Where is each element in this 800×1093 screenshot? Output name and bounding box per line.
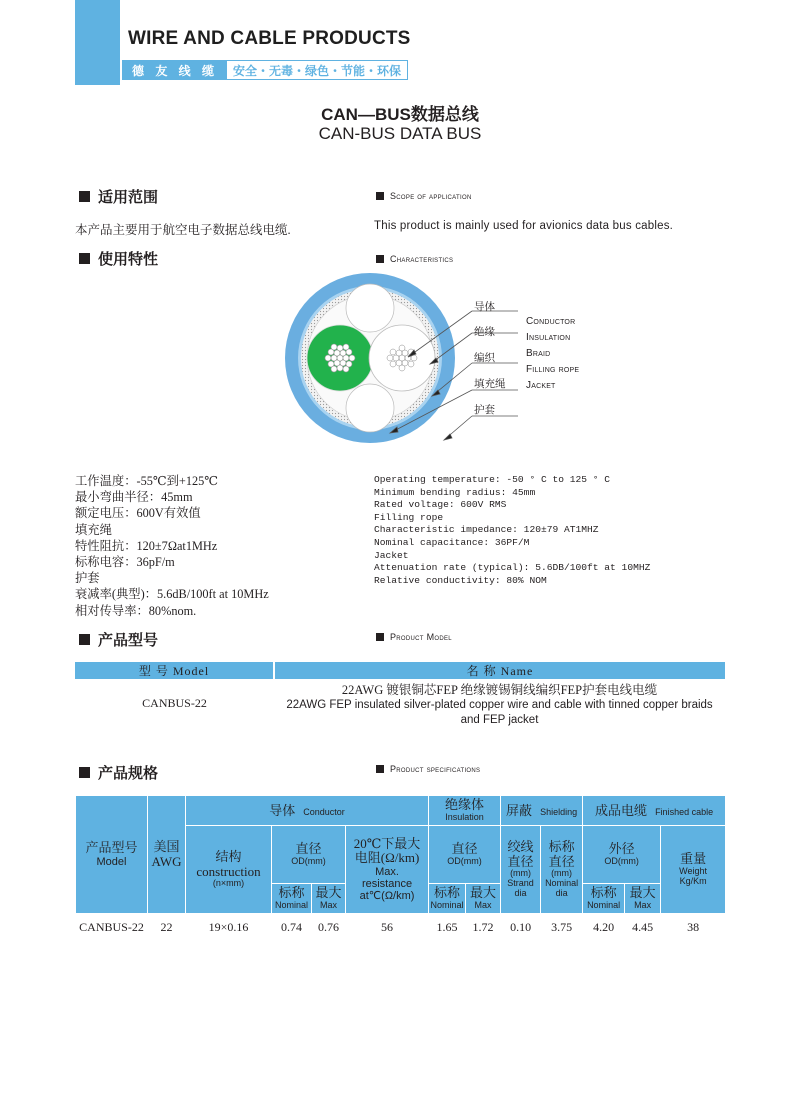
filling-rope-top [346, 284, 394, 332]
label-insulation-cn: 绝缘 [474, 327, 495, 338]
bullet-square-icon [79, 767, 90, 778]
brand-name: 德 友 线 缆 [123, 61, 227, 79]
product-specs-table [75, 795, 726, 940]
header-strand-dia: 绞线 直径 (mm) Strand dia [501, 826, 541, 914]
label-conductor-en: Conductor [526, 316, 576, 327]
cell-awg: 22 [160, 919, 173, 934]
characteristics-heading-cn: 使用特性 [79, 248, 158, 269]
brand-accent-bar [75, 0, 120, 85]
specs-heading-en: Product specifications [376, 764, 480, 774]
properties-list-en [374, 474, 724, 587]
property-cn: 相对传导率：80%nom. [75, 603, 197, 618]
name-en: 22AWG FEP insulated silver-plated copper wire and cable with tinned copper braids and FEP jacket [286, 699, 713, 726]
page-title-cn: CAN—BUS数据总线 [321, 105, 479, 124]
bullet-square-icon [79, 191, 90, 202]
model-cell: CANBUS-22 [142, 696, 207, 710]
model-heading-en: Product Model [376, 632, 452, 642]
header-ins-max: 最大 Max [466, 884, 501, 914]
label-filling-rope-cn: 填充绳 [474, 379, 506, 390]
label-braid-cn: 编织 [474, 353, 495, 364]
scope-text-en: This product is mainly used for avionics data bus cables. [374, 220, 674, 232]
header-weight: 重量 Weight Kg/Km [661, 826, 726, 914]
property-en: Filling rope [374, 511, 444, 523]
property-cn: 填充绳 [75, 522, 112, 537]
property-en: Relative conductivity: 80% NOM [374, 574, 547, 586]
property-cn: 最小弯曲半径：45mm [75, 490, 193, 505]
cell-ins-max: 1.72 [472, 919, 494, 934]
label-jacket-en: Jacket [526, 380, 556, 391]
cell-strand-dia: 0.10 [510, 919, 532, 934]
bullet-square-icon [376, 255, 384, 263]
header-insulation-od: 直径 OD(mm) [429, 826, 501, 884]
label-braid-en: Braid [526, 348, 551, 359]
brand-slogan: 安全・无毒・绿色・节能・环保 [232, 63, 401, 78]
property-en: Rated voltage: 600V RMS [374, 499, 507, 511]
header-insulation: 绝缘体 Insulation [429, 796, 501, 826]
page-title-en: CAN-BUS DATA BUS [318, 124, 482, 143]
cell-resistance: 56 [381, 919, 394, 934]
cell-ins-nominal: 1.65 [436, 919, 458, 934]
scope-heading-cn: 适用范围 [79, 186, 158, 207]
model-heading-cn: 产品型号 [79, 629, 158, 650]
brand-title: WIRE AND CABLE PRODUCTS [128, 28, 411, 49]
cell-cond-nominal: 0.74 [281, 919, 302, 934]
cell-outer-max: 4.45 [632, 919, 654, 934]
header-conductor-od: 直径 OD(mm) [272, 826, 346, 884]
product-model-table [75, 662, 725, 728]
header-outer-od: 外径 OD(mm) [583, 826, 661, 884]
cell-outer-nominal: 4.20 [593, 919, 615, 934]
name-col-header: 名 称 Name [274, 662, 725, 679]
header-outer-nominal: 标称 Nominal [583, 884, 625, 914]
property-cn: 特性阻抗：120±7Ωat1MHz [75, 538, 218, 553]
header-finished-cable: 成品电缆 Finished cable [583, 796, 726, 826]
name-cell [274, 679, 725, 728]
property-en: Jacket [374, 549, 409, 561]
specs-heading-cn: 产品规格 [79, 762, 158, 783]
header-shielding: 屏蔽 Shielding [501, 796, 583, 826]
property-cn: 工作温度：-55℃到+125℃ [75, 474, 219, 488]
bullet-square-icon [79, 634, 90, 645]
scope-heading-en: Scope of application [376, 191, 472, 201]
properties-list-cn [75, 473, 365, 619]
cell-cond-max: 0.76 [318, 919, 339, 934]
cell-construction: 19×0.16 [208, 919, 249, 934]
header-cond-nominal: 标称 Nominal [272, 884, 312, 914]
property-en: Nominal capacitance: 36PF/M [374, 536, 530, 548]
property-cn: 护套 [75, 571, 100, 586]
bullet-square-icon [376, 633, 384, 641]
header-shield-nominal-dia: 标称 直径 (mm) Nominal dia [541, 826, 583, 914]
property-en: Operating temperature: -50 ° C to 125 ° C [374, 474, 611, 485]
characteristics-heading-en: Characteristics [376, 254, 453, 264]
header-awg: 美国 AWG [148, 796, 186, 914]
property-en: Characteristic impedance: 120±79 AT1MHZ [374, 524, 599, 536]
property-cn: 衰减率(典型)：5.6dB/100ft at 10MHz [75, 587, 269, 602]
name-cn: 22AWG 镀银铜芯FEP 绝缘镀锡铜线编织FEP护套电线电缆 [341, 683, 658, 697]
model-col-header: 型 号 Model [75, 662, 274, 679]
label-filling-rope-en: Filling rope [526, 364, 580, 375]
header-conductor: 导体 Conductor [186, 796, 429, 826]
label-conductor-cn: 导体 [474, 302, 495, 313]
table-row [76, 914, 726, 941]
header-cond-max: 最大 Max [312, 884, 346, 914]
header-model: 产品型号 Model [76, 796, 148, 914]
header-construction: 结构 construction (n×mm) [186, 826, 272, 914]
bullet-square-icon [376, 192, 384, 200]
header-ins-nominal: 标称 Nominal [429, 884, 466, 914]
scope-text-cn: 本产品主要用于航空电子数据总线电缆. [75, 223, 291, 237]
cell-model: CANBUS-22 [79, 919, 144, 934]
brand-strip [122, 60, 408, 80]
header-resistance: 20℃下最大 电阻(Ω/km) Max. resistance at℃(Ω/km) [346, 826, 429, 914]
label-jacket-cn: 护套 [474, 405, 495, 416]
bullet-square-icon [79, 253, 90, 264]
label-insulation-en: Insulation [526, 332, 571, 343]
property-cn: 标称电容：36pF/m [75, 555, 175, 570]
property-en: Attenuation rate (typical): 5.6DB/100ft at 10MHZ [374, 562, 651, 574]
property-en: Minimum bending radius: 45mm [374, 486, 536, 498]
cell-shield-dia: 3.75 [551, 919, 573, 934]
cell-weight: 38 [687, 919, 700, 934]
header-outer-max: 最大 Max [625, 884, 661, 914]
filling-rope-bottom [346, 384, 394, 432]
property-cn: 额定电压：600V有效值 [75, 506, 201, 521]
bullet-square-icon [376, 765, 384, 773]
